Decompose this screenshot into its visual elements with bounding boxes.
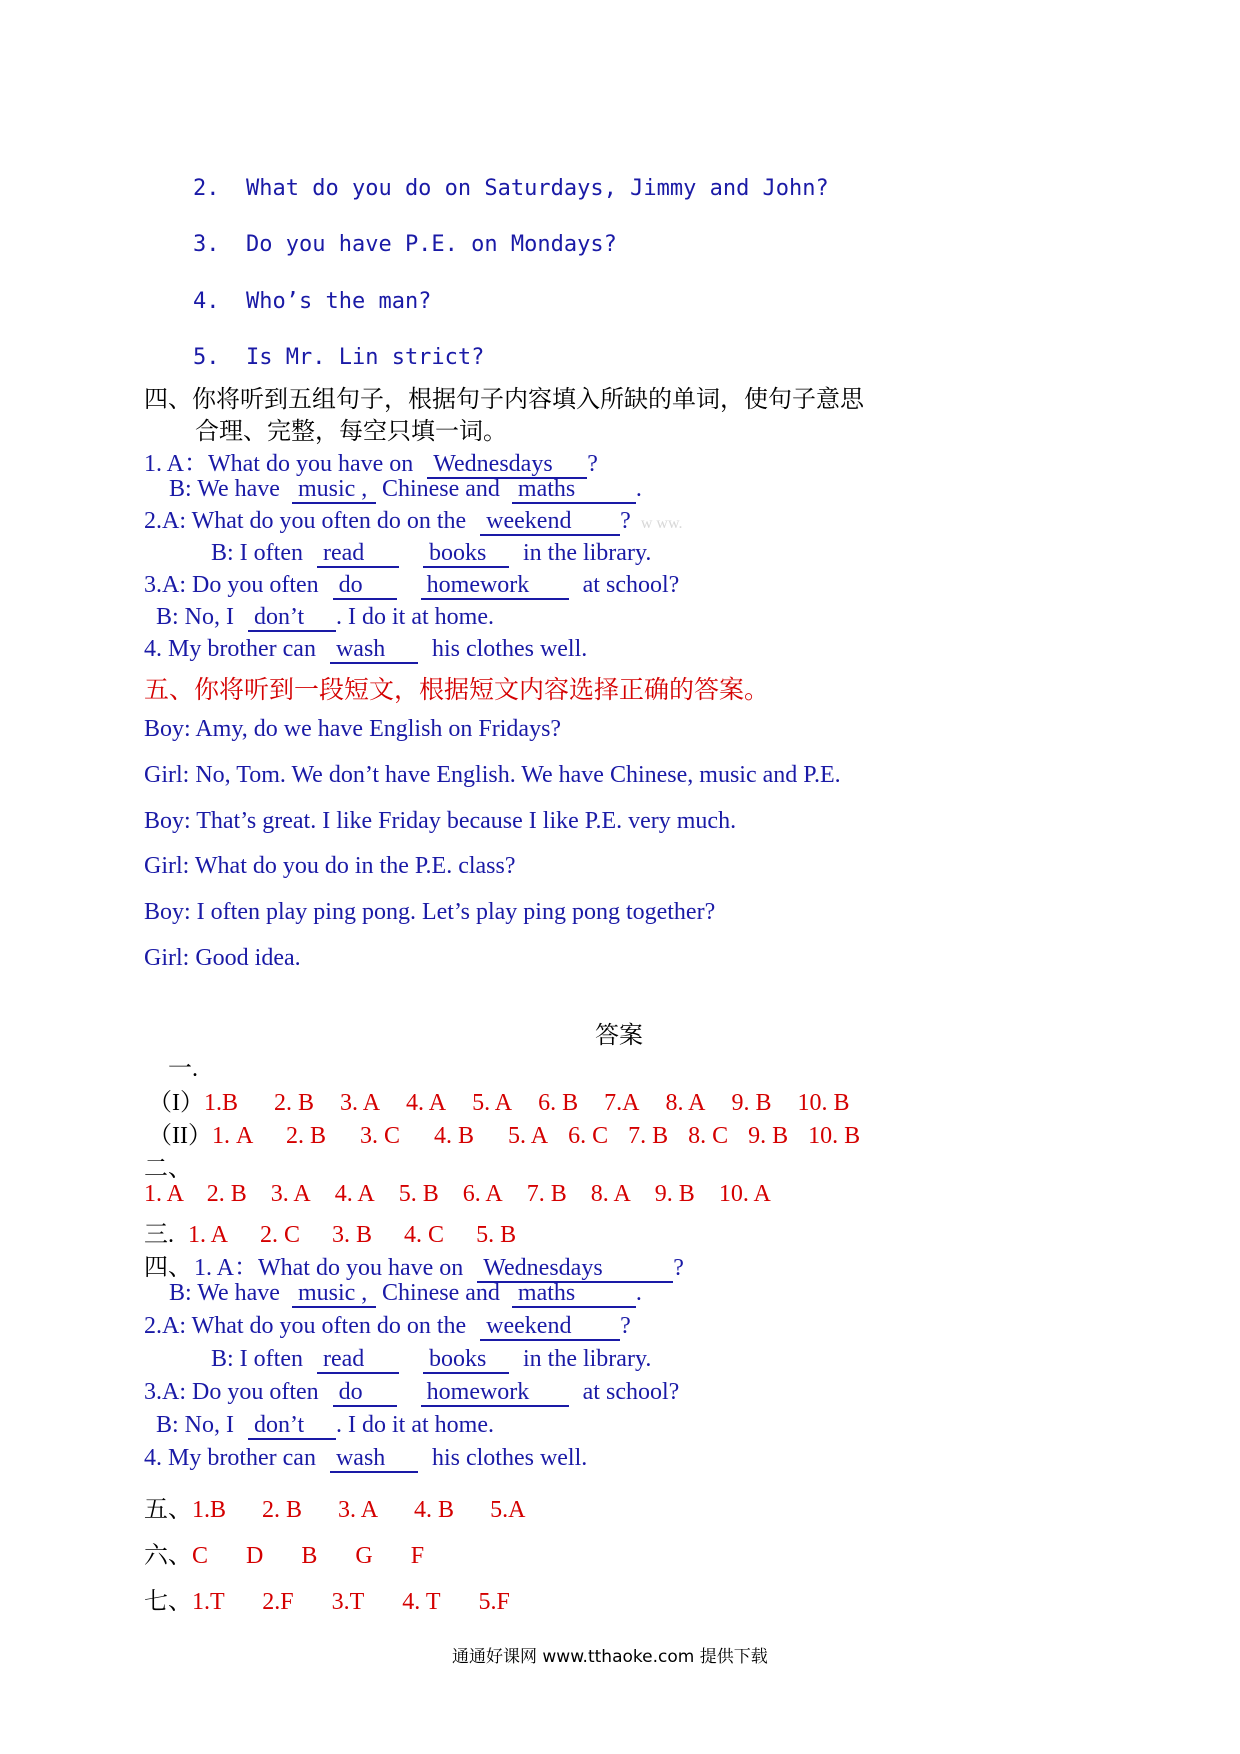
ans: 5. B bbox=[398, 1181, 439, 1207]
blank-maths: maths bbox=[512, 477, 636, 504]
s5-dialog-line: Boy: Amy, do we have English on Fridays? bbox=[144, 716, 562, 742]
answers-one-label: 一. bbox=[168, 1056, 198, 1082]
answers-four-line-4: 4. My brother can wash his clothes well. bbox=[144, 1445, 588, 1471]
s4-line-3a: 3.A: Do you often do homework at school? bbox=[144, 572, 680, 598]
s5-dialog-line: Girl: Good idea. bbox=[144, 945, 301, 971]
ans: 1.B bbox=[204, 1090, 239, 1116]
ans: 7. B bbox=[628, 1123, 669, 1149]
s5-dialog-line: Girl: No, Tom. We don’t have English. We have Chinese, music and P.E. bbox=[144, 762, 841, 788]
ans: 2. B bbox=[262, 1497, 303, 1523]
answers-four-label: 四、 bbox=[144, 1255, 192, 1281]
q3-item-5: 5. Is Mr. Lin strict? bbox=[193, 345, 485, 370]
answers-two-label: 二、 bbox=[144, 1156, 192, 1182]
blank-do: do bbox=[333, 573, 397, 600]
ans: 4. A bbox=[406, 1090, 447, 1116]
ans: 5.A bbox=[490, 1497, 526, 1523]
blank-read: read bbox=[317, 1347, 399, 1374]
ans: 2. C bbox=[260, 1222, 301, 1248]
s4-line-1a: 1. A：What do you have on Wednesdays ? bbox=[144, 451, 598, 477]
blank-music: music , bbox=[292, 1281, 376, 1308]
s5-dialog-line: Boy: That’s great. I like Friday because I like P.E. very much. bbox=[144, 808, 737, 834]
ans: 2. B bbox=[206, 1181, 247, 1207]
answers-six: 六、C D B G F bbox=[144, 1543, 425, 1569]
blank-books: books bbox=[423, 1347, 509, 1374]
ans: 4. T bbox=[402, 1589, 441, 1615]
answers-four-line-1a: 1. A：What do you have on Wednesdays ? bbox=[194, 1255, 684, 1281]
blank-wednesdays: Wednesdays bbox=[427, 452, 587, 479]
ans: 4. B bbox=[414, 1497, 455, 1523]
scan-noise: w ww. bbox=[640, 515, 683, 532]
blank-maths: maths bbox=[512, 1281, 636, 1308]
ans: 10. B bbox=[797, 1090, 850, 1116]
ans: 9. B bbox=[731, 1090, 772, 1116]
footer: 通通好课网 www.tthaoke.com 提供下载 bbox=[452, 1647, 768, 1667]
ans: 3.T bbox=[331, 1589, 365, 1615]
blank-homework: homework bbox=[421, 1380, 569, 1407]
ans: 7.A bbox=[604, 1090, 640, 1116]
ans: 4. A bbox=[334, 1181, 375, 1207]
s4-line-4: 4. My brother can wash his clothes well. bbox=[144, 636, 588, 662]
answers-seven: 七、1.T 2.F 3.T 4. T 5.F bbox=[144, 1589, 510, 1615]
ans: 8. A bbox=[665, 1090, 706, 1116]
ans: 3. A bbox=[338, 1497, 379, 1523]
ans: 3. A bbox=[340, 1090, 381, 1116]
ans: F bbox=[410, 1543, 425, 1569]
ans: 1. A bbox=[144, 1181, 183, 1207]
s4-line-3b: B: No, I don’t . I do it at home. bbox=[156, 604, 494, 630]
ans: 2.F bbox=[262, 1589, 294, 1615]
ans: 2. B bbox=[286, 1123, 327, 1149]
ans: 9. B bbox=[748, 1123, 789, 1149]
ans: 6. B bbox=[538, 1090, 579, 1116]
blank-dont: don’t bbox=[248, 605, 336, 632]
q3-item-4: 4. Who’s the man? bbox=[193, 289, 432, 314]
ans: 7. B bbox=[526, 1181, 567, 1207]
ans: 2. B bbox=[274, 1090, 315, 1116]
answers-four-line-2b: B: I often read books in the library. bbox=[211, 1346, 652, 1372]
blank-homework: homework bbox=[421, 573, 569, 600]
answers-two bbox=[144, 1181, 771, 1208]
blank-weekend: weekend bbox=[480, 509, 620, 536]
s4-line-1b: B: We have music , Chinese and maths . bbox=[169, 476, 642, 502]
s4-heading-line2: 合理、完整，每空只填一词。 bbox=[195, 419, 507, 445]
ans: B bbox=[301, 1543, 318, 1569]
ans: 8. C bbox=[688, 1123, 729, 1149]
answers-one-i: （I）1.B 2. B 3. A 4. A 5. A 6. B 7.A 8. A 9. B 10. B bbox=[148, 1090, 850, 1116]
ans: 5. A bbox=[508, 1123, 549, 1149]
blank-wash: wash bbox=[330, 637, 418, 664]
blank-wash: wash bbox=[330, 1446, 418, 1473]
ans: 10. B bbox=[808, 1123, 861, 1149]
blank-books: books bbox=[423, 541, 509, 568]
ans: 4. C bbox=[404, 1222, 445, 1248]
ans: D bbox=[246, 1543, 264, 1569]
answers-four-line-2a: 2.A: What do you often do on the weekend ? bbox=[144, 1313, 631, 1339]
ans: 1.B bbox=[192, 1497, 227, 1523]
s4-heading-line1: 四、你将听到五组句子，根据句子内容填入所缺的单词，使句子意思 bbox=[144, 387, 864, 413]
ans: 5. A bbox=[472, 1090, 513, 1116]
ans: 9. B bbox=[654, 1181, 695, 1207]
s4-line-2b: B: I often read books in the library. bbox=[211, 540, 652, 566]
ans: 6. C bbox=[568, 1123, 609, 1149]
blank-music: music , bbox=[292, 477, 376, 504]
answers-four-line-3b: B: No, I don’t . I do it at home. bbox=[156, 1412, 494, 1438]
answers-one-ii: （II）1. A 2. B 3. C 4. B 5. A 6. C 7. B 8. C 9. B 10. B bbox=[148, 1123, 861, 1149]
ans: 3. B bbox=[332, 1222, 373, 1248]
q3-item-3: 3. Do you have P.E. on Mondays? bbox=[193, 232, 617, 257]
answers-five: 五、1.B 2. B 3. A 4. B 5.A bbox=[144, 1497, 526, 1523]
answers-four-line-1b: B: We have music , Chinese and maths . bbox=[169, 1280, 642, 1306]
ans: G bbox=[355, 1543, 373, 1569]
ans: 10. A bbox=[718, 1181, 771, 1207]
ans: 1. A bbox=[211, 1123, 252, 1149]
blank-wednesdays: Wednesdays bbox=[477, 1256, 673, 1283]
blank-do: do bbox=[333, 1380, 397, 1407]
s5-dialog-line: Boy: I often play ping pong. Let’s play ping pong together? bbox=[144, 899, 716, 925]
blank-weekend: weekend bbox=[480, 1314, 620, 1341]
ans: 6. A bbox=[462, 1181, 503, 1207]
s5-heading: 五、你将听到一段短文，根据短文内容选择正确的答案。 bbox=[144, 677, 770, 704]
ans: 4. B bbox=[434, 1123, 475, 1149]
blank-read: read bbox=[317, 541, 399, 568]
ans: C bbox=[192, 1543, 209, 1569]
answers-four-line-3a: 3.A: Do you often do homework at school? bbox=[144, 1379, 680, 1405]
answers-three: 三. 1. A 2. C 3. B 4. C 5. B bbox=[144, 1222, 517, 1248]
ans: 3. C bbox=[360, 1123, 401, 1149]
ans: 1. A bbox=[188, 1222, 229, 1248]
answers-title: 答案 bbox=[595, 1023, 643, 1049]
ans: 5.F bbox=[478, 1589, 510, 1615]
blank-dont: don’t bbox=[248, 1413, 336, 1440]
ans: 1.T bbox=[192, 1589, 225, 1615]
ans: 5. B bbox=[476, 1222, 517, 1248]
ans: 3. A bbox=[270, 1181, 311, 1207]
q3-item-2: 2. What do you do on Saturdays, Jimmy and John? bbox=[193, 176, 829, 201]
s4-line-2a: 2.A: What do you often do on the weekend ? w ww. bbox=[144, 508, 683, 534]
s5-dialog-line: Girl: What do you do in the P.E. class? bbox=[144, 853, 516, 879]
ans: 8. A bbox=[590, 1181, 631, 1207]
